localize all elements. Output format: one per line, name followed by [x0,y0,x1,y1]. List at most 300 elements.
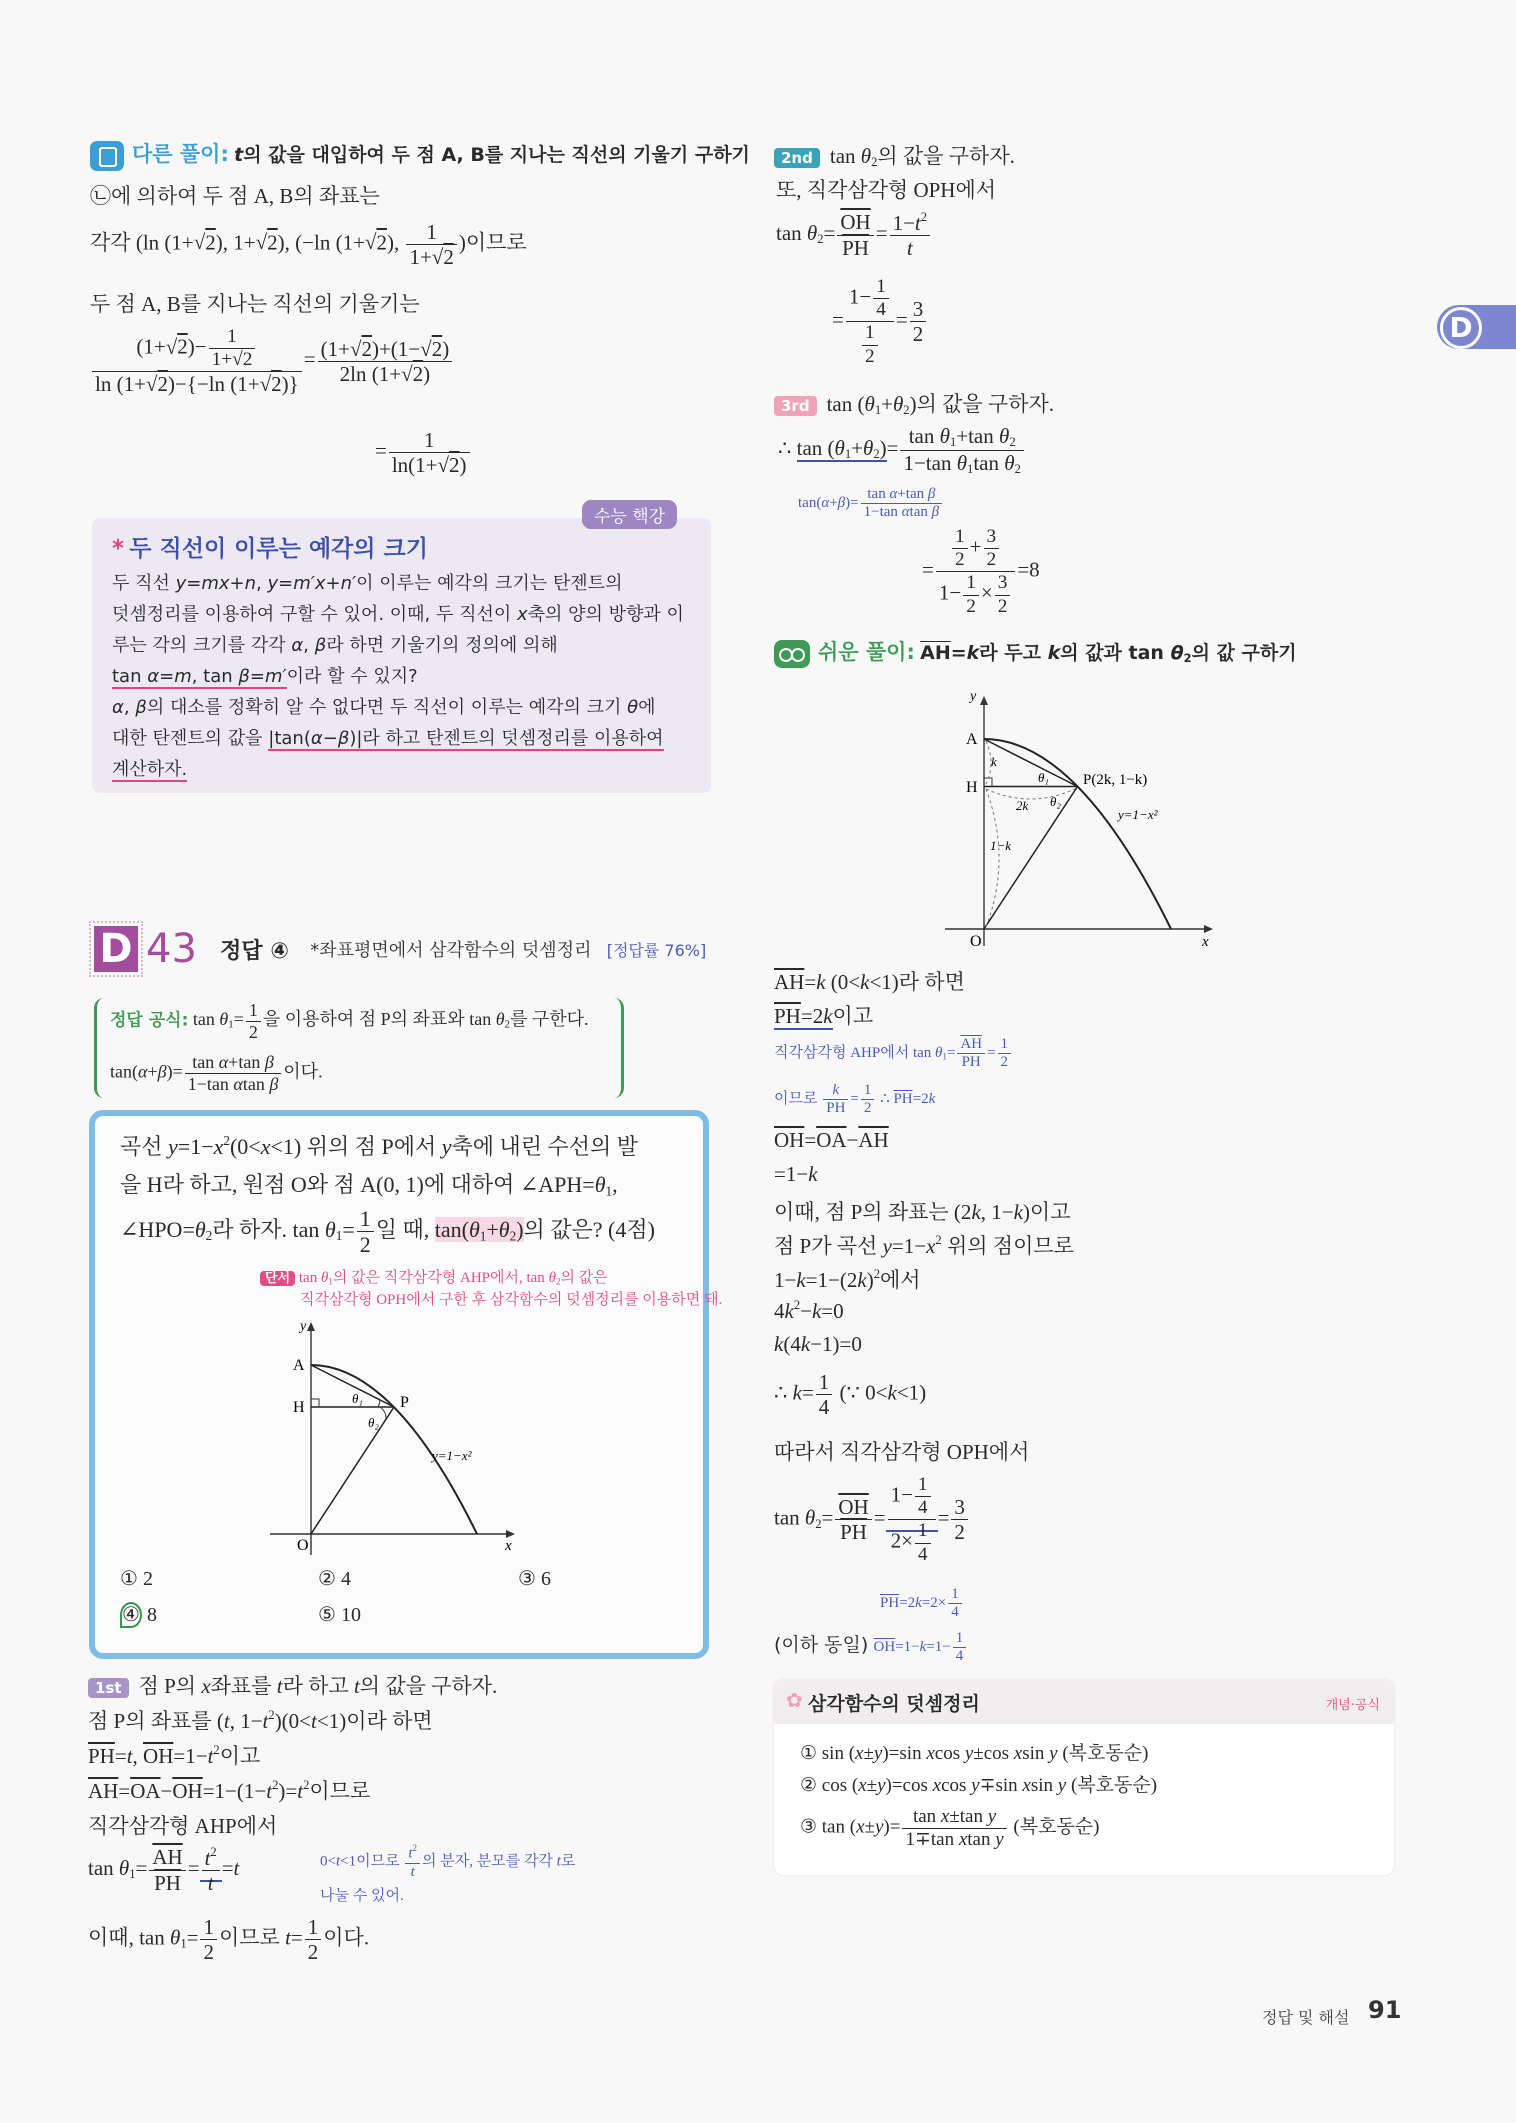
easy-note-1 [774,1036,1013,1072]
segment-name: PH [842,235,869,260]
text-run: 축에 내린 수선의 발 [451,1134,638,1159]
fraction [846,276,894,368]
denominator [861,1100,875,1117]
step2-badge: 2nd [774,148,820,168]
text-run: )|라 하고 탄젠트의 덧셈정리를 이용하여 [349,728,664,749]
chapter-tab-label: D [1440,307,1482,349]
square-root [365,230,387,254]
text-run: sin [1030,1775,1058,1796]
numerator [209,326,256,349]
math-variable: θ [864,392,875,416]
text-run: = [159,666,175,687]
fraction [835,1495,871,1544]
denominator [185,1074,282,1095]
2k-label: 2k [1016,798,1029,813]
text-run: = [821,1505,834,1530]
alt-line-5 [375,428,472,477]
text-run: 로 [560,1853,576,1870]
text-run: 4 [917,1543,928,1565]
fraction [998,1036,1012,1072]
text-run: 0< [320,1853,336,1870]
math-variable: θ [863,435,874,460]
formula-item [800,1806,1100,1851]
numerator [873,276,889,299]
text-run: ±tan [949,1806,988,1827]
math-variable: t [906,235,913,260]
text-run: 1− [890,1482,913,1507]
square-root [260,372,282,396]
text-run: 1− [892,210,915,235]
answer-choice[interactable] [120,1602,157,1627]
text-run: = [873,1505,886,1530]
text-run: )의 값을 구하자. [909,392,1055,416]
text-run: ln(1+ [391,453,438,478]
text-run: |tan( [268,728,311,749]
math-variable: x [1013,1743,1023,1764]
square-root [420,337,442,361]
text-run: <1이므로 [340,1853,404,1870]
curve-label: y=1−x² [432,1448,472,1463]
numerator [951,1495,968,1520]
text-run: 1∓tan [905,1828,959,1850]
segment-ap [984,739,1078,787]
numerator [246,1000,261,1022]
denominator [900,451,1023,477]
text-run: = [135,1855,148,1880]
text-run: ② cos ( [800,1775,859,1796]
text-run: 덧셈정리를 이용하여 구할 수 있어. 이때, 두 직선이 [112,604,517,625]
fraction [837,210,873,259]
numerator [389,428,470,453]
math-variable: α [889,486,898,502]
text-run: ± [866,1775,878,1796]
text-run: 2 [912,322,924,347]
text-run: 곡선 [120,1134,169,1159]
text-run: tan [967,1828,996,1850]
step3-line-1 [778,424,1026,476]
text-run: =2× [921,1595,947,1612]
text-run: ③ tan ( [800,1816,857,1838]
numerator [862,322,878,345]
step3-header [774,388,1054,418]
radicand: 2 [431,336,443,361]
text-run: 2 [248,1021,258,1042]
text-run: <1)라 하면 [869,970,965,994]
right-angle-mark [984,778,992,787]
text-run: 점 P의 [138,1674,202,1698]
subscript: 1 [949,435,957,450]
segment-name: $\overline{OH}$ [873,1639,896,1656]
square-root [256,230,278,254]
denominator [936,572,1016,617]
text-run: )+(1− [371,336,421,361]
math-variable: α [233,1073,243,1094]
numerator [835,1495,871,1520]
text-run: ± [864,1816,875,1838]
math-variable: θ [169,1925,181,1950]
math-variable: β [238,666,250,687]
numerator [846,276,894,322]
choice-value: 2 [137,1568,153,1590]
text-run: =1−(2 [805,1268,858,1292]
point-a-label: A [293,1357,305,1374]
text-run: 일 때, [375,1216,435,1242]
text-run: 이므로 [309,1779,371,1803]
math-variable: t [207,1870,214,1895]
subscript: 2 [509,1228,517,1244]
text-run: tan [973,450,1005,475]
fraction [948,1586,962,1622]
math-variable: β [269,1073,279,1094]
text-run: − [322,728,338,749]
easy-line [774,1332,862,1357]
text-run: (0< [825,970,861,994]
text-run: 3 [954,1495,965,1520]
denominator [952,549,968,571]
math-variable: y [964,1743,974,1764]
text-run: 라 하면 기울기의 정의에 의해 [326,635,558,656]
text-run: 의 값과 tan [1060,642,1171,664]
text-run: 1 [203,1915,214,1939]
text-run: 2 [203,1940,214,1965]
subscript: 1 [129,1867,136,1881]
text-run: 의 값 구하기 [1191,642,1297,664]
text-run: 따라서 직각삼각형 OPH에서 [774,1440,1030,1464]
segment-op [984,787,1078,930]
square-root [401,362,423,386]
numerator [861,1082,875,1100]
subscript: 1 [942,1051,947,1062]
superscript: 2 [268,1708,275,1723]
square-root [432,245,454,269]
text-run: 의 값을 대입하여 두 점 A, B를 지나는 직선의 기울기 구하기 [243,144,750,166]
easy-same-row [774,1630,968,1666]
text-run: 이고 [219,1744,261,1768]
text-run: 2 [1000,1054,1008,1071]
text-run: tan ( [826,392,865,416]
theta2-label: θ₂ [368,1415,379,1430]
math-variable: t [207,1744,214,1768]
fraction [305,1915,322,1964]
text-run: 1 [955,526,965,547]
step1-title [139,1674,498,1698]
denominator [963,596,979,618]
text-run: )= [883,1816,901,1838]
text-run: 의 값을 구하자. [877,144,1015,168]
text-run: 점 P가 곡선 [774,1234,883,1258]
math-variable: β [927,486,936,502]
radicand: 2 [205,230,216,255]
text-run: sin [1022,1743,1050,1764]
theta1-label: θ₁ [1038,770,1049,785]
choice-value: 10 [335,1604,361,1626]
superscript: 2 [213,1743,220,1758]
subscript: 2 [817,232,824,246]
text-run: 1− [774,1268,797,1292]
alt-solution-icon [90,141,124,171]
subscript: 1 [844,447,852,462]
math-variable: k [915,1595,922,1612]
tip-line [112,723,684,754]
text-run: , [303,635,315,656]
text-run: , [612,1172,618,1197]
text-run: = [895,307,908,332]
text-run: + [147,1061,158,1082]
math-variable: θ [498,1216,510,1242]
segment-name: $\overline{OH}$ [143,1744,174,1768]
text-run: 의 값은? (4점) [523,1216,655,1242]
text-run: 또, 직각삼각형 OPH에서 [776,178,997,202]
step1-line [88,1740,260,1770]
text-run: 두 직선 [112,573,176,594]
easy-line-tan [774,1474,970,1566]
text-run: +tan [228,1052,265,1072]
text-run: tan( [434,1216,469,1242]
text-run: tan( [798,495,822,512]
underlined-reference [886,1474,938,1565]
math-variable: k [1047,642,1061,664]
text-run: 1 [917,1474,928,1495]
numerator [900,424,1023,451]
math-variable: β [837,495,846,512]
math-variable: θ [939,424,950,448]
math-variable: k [919,1639,927,1656]
text-run: = [937,1505,950,1530]
answer-key-label: 정답 공식: [110,1010,189,1031]
text-run: 을 H라 하고, 원점 O와 점 A(0, 1)에 대하여 ∠APH= [120,1172,595,1197]
math-variable: α [821,495,830,512]
denominator [92,372,302,396]
numerator [357,1206,374,1232]
segment-name: $\overline{OA}$ [816,1128,847,1152]
numerator [936,526,1016,572]
step3-title [827,392,1054,416]
y-axis-label: y [300,1319,307,1334]
numerator [185,1052,282,1074]
question-topic: *좌표평면에서 삼각함수의 덧셈정리 [310,940,592,961]
fraction [902,1806,1006,1851]
same-as-above: (이하 동일) [774,1634,869,1657]
point-h-label: H [966,779,978,796]
answer-choice[interactable] [120,1566,153,1591]
step3-note [798,486,944,522]
fraction [406,220,456,269]
x-axis-label: x [1202,934,1209,950]
text-run: + [229,573,245,594]
text-run: = [886,435,899,460]
text-run: )= [166,1061,183,1082]
fraction [915,1520,931,1565]
text-run: ) [442,336,450,361]
text-run: 1 [307,1915,319,1939]
text-run: =1− [926,1639,951,1656]
text-run: 를 구한다. [509,1009,589,1030]
step3-badge: 3rd [774,396,817,416]
fraction [861,1082,875,1118]
text-run: (1+ [320,336,350,361]
math-variable: t [297,1779,304,1803]
step2-title [830,144,1015,168]
radicand: 2 [361,336,372,361]
text-run: × [980,580,993,605]
text-run: = [303,347,316,372]
right-angle-mark [311,1399,319,1407]
math-variable: θ [860,144,872,168]
text-run: 1 [951,1586,959,1602]
text-run: tan [188,1009,220,1030]
text-run: 1 [876,276,886,297]
math-variable: θ [548,1270,556,1286]
text-run: 위의 점이므로 [941,1234,1074,1258]
segment-name: PH [961,1054,981,1071]
text-run: 1−tan [187,1073,234,1094]
text-run: ∴ [774,1380,793,1405]
text-run: = [278,573,294,594]
easy-line [774,1264,921,1294]
text-run: (복호동순) [1066,1775,1158,1796]
text-run: + [969,534,982,559]
easy-line-k [774,1370,926,1419]
math-variable: x [856,1816,865,1838]
fraction [915,1474,931,1519]
step2-line [776,210,932,260]
fraction [823,1082,848,1118]
highlighted-text [435,1217,524,1242]
text-run: tan [912,1806,941,1827]
selected-choice-mark: ④ [122,1604,140,1626]
text-run: + [829,495,838,512]
math-variable: θ [806,220,818,245]
math-variable: β [337,728,350,749]
text-run: =8 [1017,557,1040,582]
segment-name: $\overline{AH}$ [152,1845,183,1870]
text-run: (1+ [136,334,166,359]
text-run: = [823,220,836,245]
numerator [963,572,979,595]
math-variable: α [310,728,323,749]
text-run: =1− [774,1162,809,1186]
answer-choice[interactable] [518,1566,551,1591]
formula-box [774,1680,1394,1875]
text-run: tan( [110,1061,138,1082]
text-run: ㉡에 의하여 두 점 A, B의 좌표는 [90,184,380,208]
math-variable: x [213,1134,224,1159]
text-run: 4 [876,299,886,321]
text-run: 4 [955,1648,964,1665]
text-run: )이고 [1022,1200,1071,1224]
denominator [861,504,942,521]
radicand: 2 [271,372,282,397]
subscript: 1 [335,1228,343,1244]
segment-name: $\overline{PH}$ [893,1091,913,1108]
easy-line [774,1298,844,1324]
math-variable: x [940,1806,950,1827]
fraction [953,1630,967,1666]
fraction [861,486,942,522]
text-run: = [221,1855,234,1880]
square-root [350,337,372,361]
denominator [318,362,453,386]
math-variable: x [201,1674,211,1698]
fraction [957,1036,985,1072]
math-variable: θ [1004,450,1015,475]
x-axis-arrow-icon [506,1530,515,1538]
text-run: (∵ 0< [834,1380,888,1405]
text-run: 1 [818,1370,830,1394]
easy-solution-title [920,642,1296,664]
text-run: <1) [896,1380,927,1405]
correct-rate: [정답률 76%] [606,940,707,960]
math-variable: mx [201,573,230,594]
segment-name: PH [840,1520,867,1545]
text-run: )이므로 [458,230,527,255]
problem-line-3 [120,1206,655,1258]
square-root [438,453,460,477]
step1-line [88,1775,370,1805]
text-run: 점 P의 좌표를 ( [88,1709,224,1733]
text-run: ) [423,361,431,386]
easy-solution-label: 쉬운 풀이: [818,640,915,664]
segment-name: $\overline{OH}$ [774,1128,805,1152]
underlined-key-text [268,728,663,751]
text-run: 3 [912,297,924,322]
text-run: )=sin [882,1743,927,1764]
question-section-badge: D [94,926,138,972]
radicand: 2 [376,230,387,255]
text-run: 라 하고 [282,1674,354,1698]
denominator [984,549,1000,571]
text-run: 의 대소를 정확히 알 수 없다면 두 직선이 이루는 예각의 크기 [146,697,628,718]
text-run: =2 [800,1004,824,1028]
text-run: 축의 양의 방향과 이 [527,604,684,625]
formula-item [800,1770,1157,1797]
subscript: 2 [1009,435,1016,450]
math-variable: α [112,697,124,718]
answer-choice[interactable] [318,1602,361,1627]
subscript: 1 [328,1276,333,1287]
math-variable: k [860,970,870,994]
choice-number: ③ [518,1568,536,1590]
text-run: )− [187,334,207,359]
fraction [200,1915,217,1964]
answer-choice[interactable] [318,1566,351,1591]
text-run: =2 [899,1595,916,1612]
text-run: = [804,1128,817,1152]
radicand: 2 [177,334,188,359]
text-run: 4 [818,1395,830,1420]
alt-line-1 [90,180,380,210]
text-run: tan [776,220,807,245]
text-run: 4 [774,1298,785,1323]
denominator [995,596,1011,618]
1-minus-k-brace [986,789,999,927]
numerator [202,1845,220,1871]
text-run: 이때, 점 P의 좌표는 (2 [774,1200,972,1224]
text-run: 이므로 [218,1925,286,1950]
math-variable: θ [194,1216,206,1242]
math-variable: t [234,144,244,166]
math-variable: y [995,1828,1004,1850]
text-run: 에 [638,697,656,718]
text-run: 1 [1000,1036,1008,1052]
tip-title-row [112,530,428,563]
math-variable: y [168,1134,178,1159]
fraction [318,337,453,386]
binoculars-icon [774,640,810,668]
fraction [995,572,1011,617]
math-variable: α [137,1061,148,1082]
math-variable: θ [892,392,904,416]
